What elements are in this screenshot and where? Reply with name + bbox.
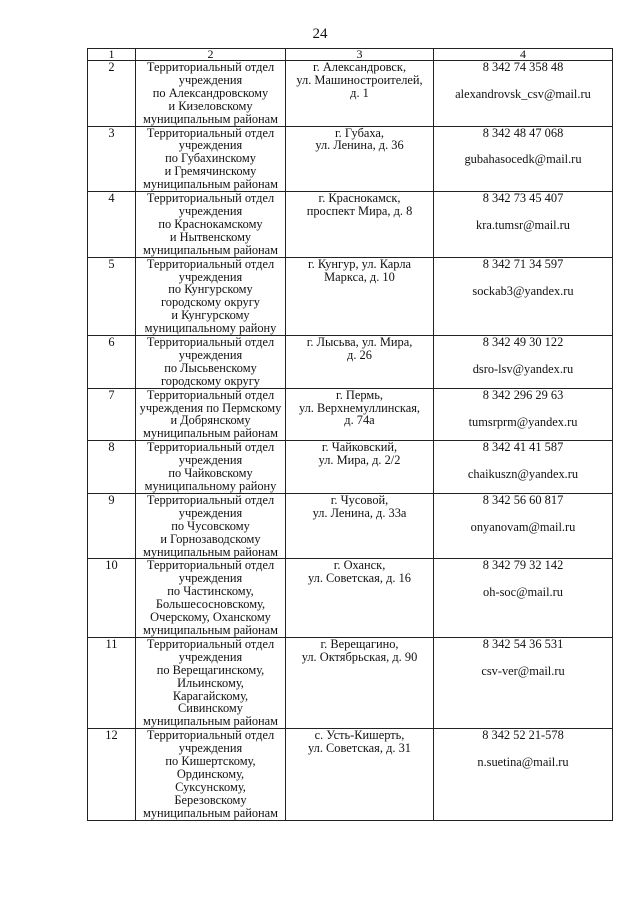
table-row [88,729,613,820]
row-number-cell: 11 [88,637,136,728]
table-row [88,559,613,637]
unit-name-line: муниципальному району [144,321,277,336]
unit-name-line: по Чайковскому [168,466,253,481]
unit-name-line: Территориальный отдел [146,335,275,350]
unit-name-line: по Лысьвенскому [164,360,257,375]
address-cell [286,61,434,127]
unit-name-line: и Нытвенскому [169,229,252,244]
unit-name-line: муниципальным районам [142,714,279,729]
address-line: г. Оханск, [333,558,386,573]
phone-number: 8 342 54 36 531 [482,637,564,651]
phone-number: 8 342 41 41 587 [482,440,564,455]
unit-name-line: по Частинскому, [167,584,254,599]
table-row [88,637,613,728]
unit-name-line: Территориальный отдел [146,558,275,573]
unit-name-cell [136,441,286,494]
unit-name-line: муниципальным районам [142,242,279,257]
row-number-cell: 10 [88,559,136,637]
phone-number: 8 342 79 32 142 [482,558,564,573]
address-line: г. Лысьва, ул. Мира, [306,335,413,350]
contacts-cell [434,192,613,258]
phone-number: 8 342 74 358 48 [482,60,564,74]
unit-name-line: по Верещагинскому, [156,662,265,677]
unit-name-line: Территориальный отдел [146,191,275,206]
row-number-cell: 9 [88,493,136,559]
address-line: г. Губаха, [334,126,385,140]
unit-name-line: учреждения [178,203,243,218]
unit-name-line: Территориальный отдел [146,493,275,507]
unit-name-cell [136,61,286,127]
email-address: n.suetina@mail.ru [477,755,569,770]
table-header-row [88,49,613,61]
table-row [88,388,613,441]
page-number: 24 [312,26,328,42]
contacts-cell [434,336,613,389]
phone-number: 8 342 49 30 122 [482,335,564,350]
unit-name-line: по Губахинскому [165,151,256,166]
table-row [88,441,613,494]
unit-name-line: и Горнозаводскому [160,531,261,546]
address-line: проспект Мира, д. 8 [306,203,413,218]
unit-name-line: муниципальным районам [142,544,279,559]
unit-name-line: Территориальный отдел [146,126,275,140]
row-number-cell: 8 [88,441,136,494]
table-row [88,257,613,335]
unit-name-line: Суксунскому, [175,779,246,794]
unit-name-line: Сивинскому [178,701,243,716]
address-cell [286,126,434,192]
unit-name-line: и Кунгурскому [171,308,250,323]
unit-name-line: по Чусовскому [171,518,250,533]
unit-name-line: по Кунгурскому [168,282,253,297]
table-row [88,126,613,192]
unit-name-line: муниципальным районам [142,426,279,441]
address-line: г. Пермь, [336,388,383,402]
unit-name-line: по Кишертскому, [165,754,256,769]
unit-name-line: по Александровскому [152,85,269,100]
contacts-cell [434,61,613,127]
email-address: chaikuszn@yandex.ru [467,467,579,482]
phone-number: 8 342 296 29 63 [482,388,564,402]
unit-name-line: и Добрянскому [170,413,251,428]
unit-name-line: Ординскому, [176,766,245,781]
email-address: tumsrprm@yandex.ru [468,414,578,429]
address-line: ул. Верхнемуллинская, [298,400,421,415]
header-cell-unit: 2 [136,49,286,61]
unit-name-cell [136,192,286,258]
unit-name-cell [136,126,286,192]
email-address: gubahasocedk@mail.ru [464,152,582,167]
address-line: д. 74а [344,413,375,428]
unit-name-cell [136,257,286,335]
phone-number: 8 342 73 45 407 [482,191,564,206]
row-number-cell: 4 [88,192,136,258]
row-number-cell: 2 [88,61,136,127]
contacts-cell [434,388,613,441]
unit-name-line: Ильинскому, [177,675,244,690]
address-line: ул. Октябрьская, д. 90 [301,649,418,664]
unit-name-line: учреждения [178,453,243,468]
unit-name-line: и Кизеловскому [168,98,253,113]
unit-name-cell [136,637,286,728]
unit-name-line: Территориальный отдел [146,60,275,74]
address-cell [286,388,434,441]
unit-name-line: городскому округу [160,373,260,388]
email-address: kra.tumsr@mail.ru [476,217,570,232]
unit-name-line: Территориальный отдел [146,388,275,402]
phone-number: 8 342 56 60 817 [482,493,564,507]
address-cell [286,192,434,258]
row-number-cell: 12 [88,729,136,820]
unit-name-line: учреждения [178,649,243,664]
unit-name-line: учреждения [178,741,243,756]
table-row [88,192,613,258]
unit-name-line: муниципальным районам [142,805,279,820]
address-line: ул. Советская, д. 16 [308,571,411,586]
contacts-cell [434,493,613,559]
address-cell [286,493,434,559]
unit-name-line: и Гремячинскому [164,164,257,179]
address-cell [286,559,434,637]
row-number-cell: 3 [88,126,136,192]
email-address: onyanovam@mail.ru [470,519,576,534]
contacts-cell [434,559,613,637]
address-line: ул. Машиностроителей, [296,72,423,87]
address-line: г. Чусовой, [330,493,389,507]
email-address: csv-ver@mail.ru [481,663,565,678]
phone-number: 8 342 71 34 597 [482,257,564,271]
contacts-cell [434,441,613,494]
address-cell [286,441,434,494]
address-line: д. 26 [347,347,372,362]
unit-name-cell [136,729,286,820]
header-cell-address: 3 [286,49,434,61]
address-line: ул. Ленина, д. 33а [312,505,407,520]
contacts-cell [434,729,613,820]
address-line: ул. Ленина, д. 36 [315,138,404,153]
address-line: г. Чайковский, [321,440,398,455]
phone-number: 8 342 48 47 068 [482,126,564,140]
unit-name-line: по Краснокамскому [158,216,263,231]
unit-name-line: учреждения [178,138,243,153]
email-address: dsro-lsv@yandex.ru [472,361,574,376]
unit-name-line: муниципальным районам [142,177,279,192]
unit-name-line: Территориальный отдел [146,440,275,455]
unit-name-line: Березовскому [174,792,247,807]
contacts-cell [434,126,613,192]
address-cell [286,637,434,728]
unit-name-cell [136,388,286,441]
unit-name-line: Территориальный отдел [146,728,275,743]
unit-name-line: учреждения [178,347,243,362]
contacts-table [87,48,613,821]
unit-name-line: Территориальный отдел [146,637,275,651]
contacts-cell [434,637,613,728]
unit-name-line: учреждения [178,72,243,87]
address-line: г. Верещагино, [320,637,399,651]
row-number-cell: 6 [88,336,136,389]
unit-name-line: Очерскому, Оханскому [150,610,271,625]
address-line: д. 1 [350,85,369,100]
unit-name-line: Карагайскому, [172,688,249,703]
unit-name-line: муниципальному району [144,479,277,493]
unit-name-line: муниципальным районам [142,622,279,637]
table-row [88,336,613,389]
header-cell-contacts: 4 [434,49,613,61]
phone-number: 8 342 52 21-578 [482,728,564,743]
contacts-cell [434,257,613,335]
address-line: с. Усть-Кишерть, [314,728,405,743]
row-number-cell: 7 [88,388,136,441]
address-line: г. Кунгур, ул. Карла [307,257,412,271]
email-address: alexandrovsk_csv@mail.ru [455,86,591,101]
unit-name-cell [136,559,286,637]
unit-name-line: Территориальный отдел [146,257,275,271]
unit-name-line: муниципальным районам [142,111,279,126]
address-cell [286,257,434,335]
address-line: г. Александровск, [312,60,407,74]
unit-name-line: Большесосновскому, [155,597,266,612]
header-cell-num: 1 [88,49,136,61]
email-address: sockab3@yandex.ru [472,283,574,298]
row-number-cell: 5 [88,257,136,335]
address-cell [286,729,434,820]
table-row [88,493,613,559]
address-cell [286,336,434,389]
unit-name-line: учреждения [178,505,243,520]
address-line: г. Краснокамск, [318,191,401,206]
email-address: oh-soc@mail.ru [483,585,563,600]
address-line: Маркса, д. 10 [324,269,395,284]
unit-name-cell [136,336,286,389]
unit-name-line: городскому округу [160,295,260,310]
unit-name-line: учреждения [178,571,243,586]
unit-name-cell [136,493,286,559]
address-line: ул. Мира, д. 2/2 [318,453,401,468]
address-line: ул. Советская, д. 31 [308,741,411,756]
table-row [88,61,613,127]
unit-name-line: учреждения по Пермскому [139,400,282,415]
unit-name-line: учреждения [178,269,243,284]
table-body [88,49,613,821]
